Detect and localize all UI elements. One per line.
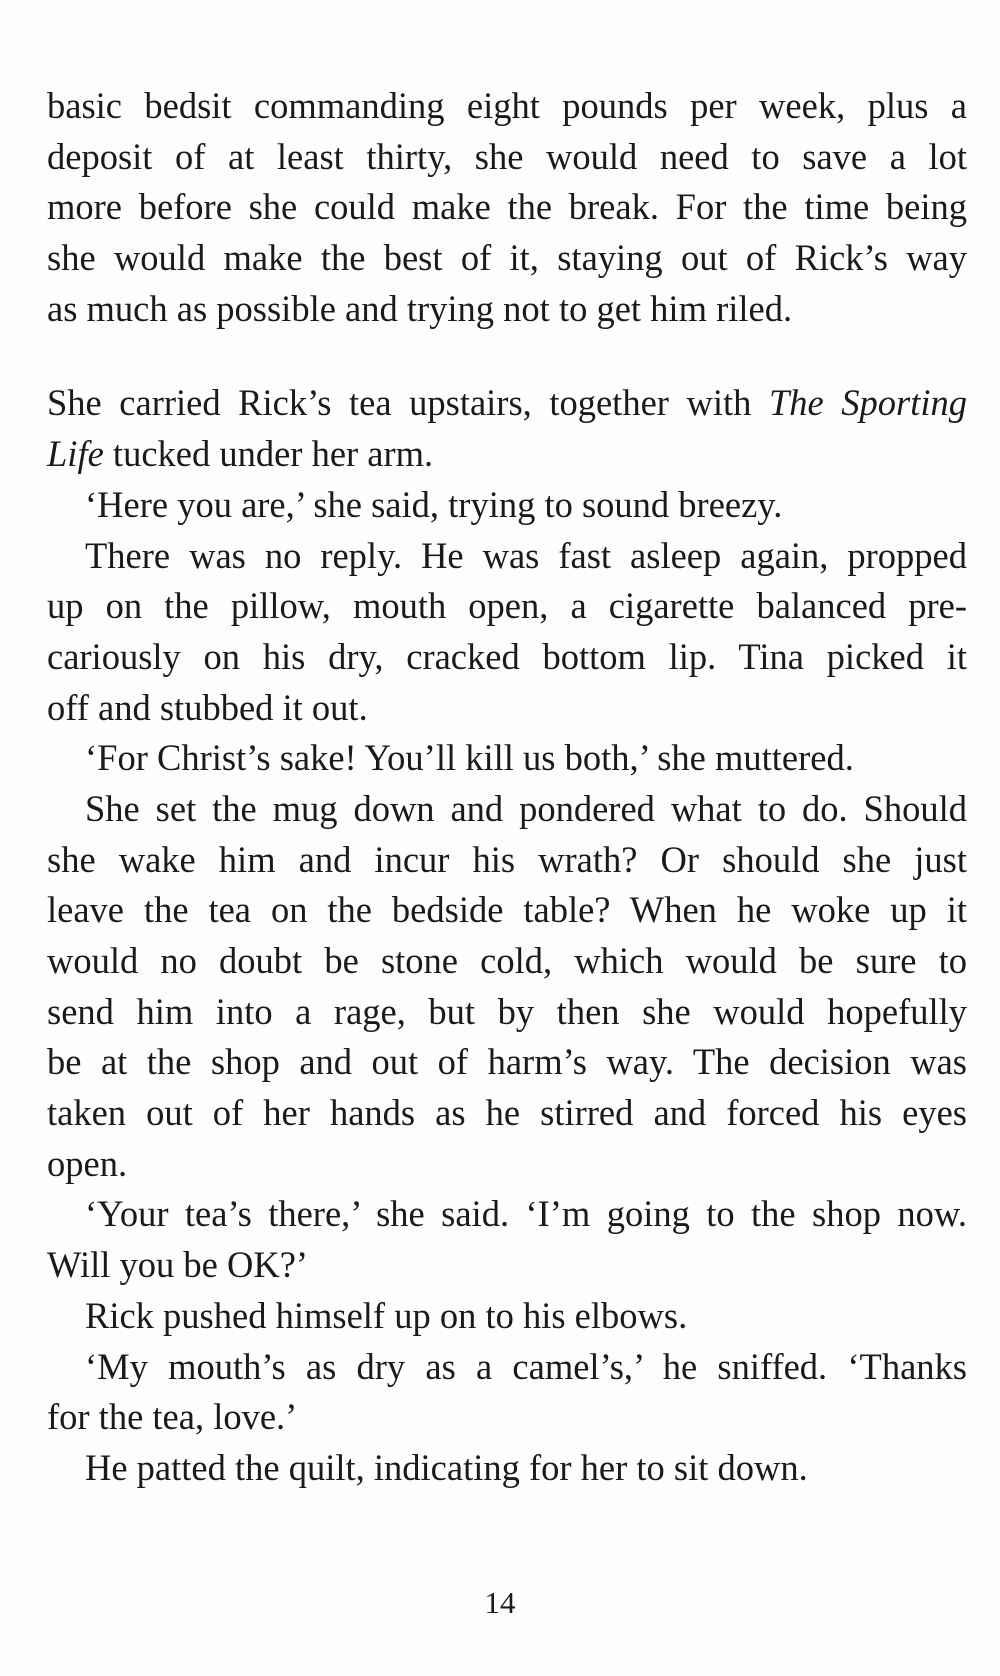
text-line: open. [47, 1142, 128, 1184]
text-line: for the tea, love.’ [47, 1396, 298, 1438]
text-line: up on the pillow, mouth open, a cigarette balanced pre- [47, 585, 967, 627]
body-text [47, 81, 967, 1494]
text-line: Rick pushed himself up on to his elbows. [85, 1294, 688, 1336]
text-line: There was no reply. He was fast asleep again, propped [85, 534, 967, 576]
text-line [47, 378, 967, 429]
text-segment: tucked under her arm. [103, 433, 434, 475]
text-line: she wake him and incur his wrath? Or should she just [47, 838, 967, 880]
paragraph [47, 81, 967, 334]
text-line: ‘For Christ’s sake! You’ll kill us both,’ she muttered. [85, 737, 854, 779]
text-line: He patted the quilt, indicating for her to sit down. [85, 1446, 808, 1488]
text-line: more before she could make the break. For the time being [47, 186, 967, 228]
text-line: as much as possible and trying not to get him riled. [47, 287, 793, 329]
text-line: ‘Your tea’s there,’ she said. ‘I’m going to the shop now. [85, 1193, 967, 1235]
text-line: basic bedsit commanding eight pounds per week, plus a [47, 85, 967, 126]
text-line: deposit of at least thirty, she would need to save a lot [47, 135, 967, 177]
text-line [47, 429, 967, 480]
text-line: off and stubbed it out. [47, 686, 368, 728]
text-line: cariously on his dry, cracked bottom lip. Tina picked it [47, 635, 967, 677]
text-line: ‘My mouth’s as dry as a camel’s,’ he sniffed. ‘Thanks [85, 1345, 967, 1387]
text-line: send him into a rage, but by then she would hopefully [47, 990, 967, 1032]
paragraph [47, 480, 967, 531]
paragraph [47, 1189, 967, 1290]
paragraph [47, 531, 967, 734]
book-title-italic: The Sporting [768, 382, 967, 424]
text-line: She set the mug down and pondered what to do. Should [85, 787, 967, 829]
book-title-italic: Life [47, 433, 104, 475]
text-line: Will you be OK?’ [47, 1244, 309, 1286]
paragraph [47, 1291, 967, 1342]
page-number: 14 [484, 1585, 516, 1620]
paragraph [47, 1342, 967, 1443]
text-segment: She carried Rick’s tea upstairs, together with [47, 382, 769, 424]
section-break [47, 334, 967, 378]
text-line: be at the shop and out of harm’s way. The decision was [47, 1041, 967, 1083]
text-line: ‘Here you are,’ she said, trying to sound breezy. [85, 483, 783, 525]
text-line: she would make the best of it, staying out of Rick’s way [47, 237, 967, 279]
text-line: would no doubt be stone cold, which would be sure to [47, 940, 967, 981]
text-line: leave the tea on the bedside table? When he woke up it [47, 889, 967, 931]
paragraph [47, 784, 967, 1190]
paragraph [47, 378, 967, 479]
text-line: taken out of her hands as he stirred and forced his eyes [47, 1092, 967, 1134]
paragraph [47, 1443, 967, 1494]
paragraph [47, 733, 967, 784]
